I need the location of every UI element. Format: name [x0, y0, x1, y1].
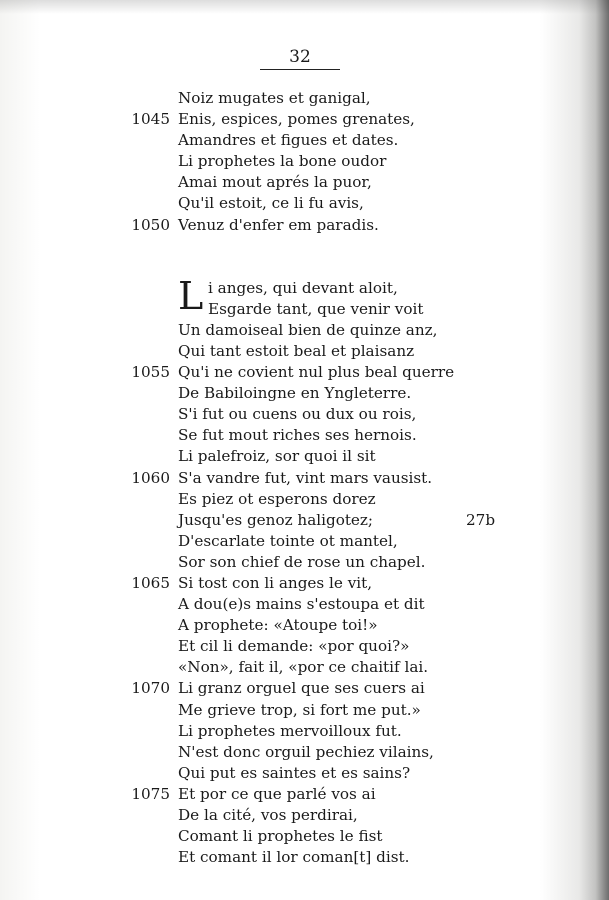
verse-text: i anges, qui devant aloit,	[208, 278, 398, 297]
verse-text: Amai mout aprés la puor,	[178, 173, 372, 192]
folio-margin-note: 27b	[466, 510, 496, 529]
verse-text: Et cil li demande: «por quoi?»	[178, 637, 410, 656]
verse-line	[0, 341, 560, 362]
verse-line	[0, 805, 560, 826]
verse-text: Et comant il lor coman[t] dist.	[178, 848, 410, 867]
verse-line	[0, 109, 560, 130]
verse-text: Qui tant estoit beal et plaisanz	[178, 341, 415, 360]
verse-line	[0, 678, 560, 699]
verse-text: S'i fut ou cuens ou dux ou rois,	[178, 405, 417, 424]
verse-line	[0, 615, 560, 636]
verse-text: D'escarlate tointe ot mantel,	[178, 531, 398, 550]
verse-text: Se fut mout riches ses hernois.	[178, 426, 417, 445]
verse-text: Li prophetes mervoilloux fut.	[178, 721, 402, 740]
verse-line	[0, 383, 560, 404]
verse-line	[0, 594, 560, 615]
verse-line	[0, 573, 560, 594]
verse-line	[0, 700, 560, 721]
verse-text: Venuz d'enfer em paradis.	[178, 215, 379, 234]
line-number: 1065	[131, 573, 170, 592]
book-spine-shadow	[579, 0, 609, 900]
verse-text: Jusqu'es genoz haligotez;	[178, 510, 374, 529]
verse-text: Sor son chief de rose un chapel.	[178, 552, 426, 571]
verse-text: Enis, espices, pomes grenates,	[178, 110, 415, 129]
verse-line	[0, 404, 560, 425]
page-top-edge-shadow	[0, 0, 609, 14]
verse-text: A prophete: «Atoupe toi!»	[178, 616, 378, 635]
verse-line	[0, 489, 560, 510]
verse-line	[0, 784, 560, 805]
verse-line	[0, 299, 560, 320]
verse-line	[0, 636, 560, 657]
verse-text: Me grieve trop, si fort me put.»	[178, 700, 421, 719]
verse-line	[0, 172, 560, 193]
verse-line	[0, 88, 560, 109]
verse-text: Si tost con li anges le vit,	[178, 573, 373, 592]
verse-text: Qu'i ne covient nul plus beal querre	[178, 363, 455, 382]
verse-line	[0, 193, 560, 214]
verse-text: Esgarde tant, que venir voit	[208, 299, 424, 318]
line-number: 1045	[131, 110, 170, 129]
line-number: 1075	[131, 784, 170, 803]
verse-line	[0, 531, 560, 552]
stanza-1	[0, 88, 560, 236]
verse-line	[0, 510, 560, 531]
verse-line	[0, 130, 560, 151]
verse-line	[0, 320, 560, 341]
stanza-gap	[0, 236, 560, 278]
verse-line	[0, 826, 560, 847]
verse-text: A dou(e)s mains s'estoupa et dit	[178, 595, 425, 614]
verse-line	[0, 742, 560, 763]
page-number: 32	[289, 47, 311, 67]
stanza-2	[0, 273, 560, 869]
verse-line	[0, 446, 560, 467]
verse-line	[0, 552, 560, 573]
verse-line	[0, 721, 560, 742]
verse-text: Li prophetes la bone oudor	[178, 152, 387, 171]
verse-text: Un damoiseal bien de quinze anz,	[178, 320, 438, 339]
verse-text: Li granz orguel que ses cuers ai	[178, 679, 425, 698]
verse-line	[0, 215, 560, 236]
verse-text: Comant li prophetes le fist	[178, 827, 383, 846]
line-number: 1050	[131, 215, 170, 234]
verse-text: Es piez ot esperons dorez	[178, 489, 376, 508]
verse-text: Amandres et figues et dates.	[178, 131, 399, 150]
verse-line	[0, 468, 560, 489]
verse-text: S'a vandre fut, vint mars vausist.	[178, 468, 433, 487]
drop-cap-initial: L	[178, 273, 204, 318]
verse-line	[0, 657, 560, 678]
verse-text: Qui put es saintes et es sains?	[178, 763, 411, 782]
verse-line	[0, 847, 560, 868]
verse-line	[0, 425, 560, 446]
verse-text: De Babiloingne en Yngleterre.	[178, 384, 412, 403]
verse-text: Et por ce que parlé vos ai	[178, 784, 376, 803]
line-number: 1060	[131, 468, 170, 487]
verse-text: «Non», fait il, «por ce chaitif lai.	[178, 658, 429, 677]
poem-text	[0, 88, 560, 868]
verse-line	[0, 362, 560, 383]
verse-text: N'est donc orguil pechiez vilains,	[178, 742, 434, 761]
verse-text: De la cité, vos perdirai,	[178, 806, 358, 824]
verse-text: Li palefroiz, sor quoi il sit	[178, 447, 376, 466]
line-number: 1055	[131, 363, 170, 382]
verse-line	[0, 151, 560, 172]
page-number-rule	[260, 69, 340, 70]
verse-text: Qu'il estoit, ce li fu avis,	[178, 194, 364, 213]
verse-line	[0, 763, 560, 784]
verse-text: Noiz mugates et ganigal,	[178, 89, 371, 107]
line-number: 1070	[131, 679, 170, 698]
